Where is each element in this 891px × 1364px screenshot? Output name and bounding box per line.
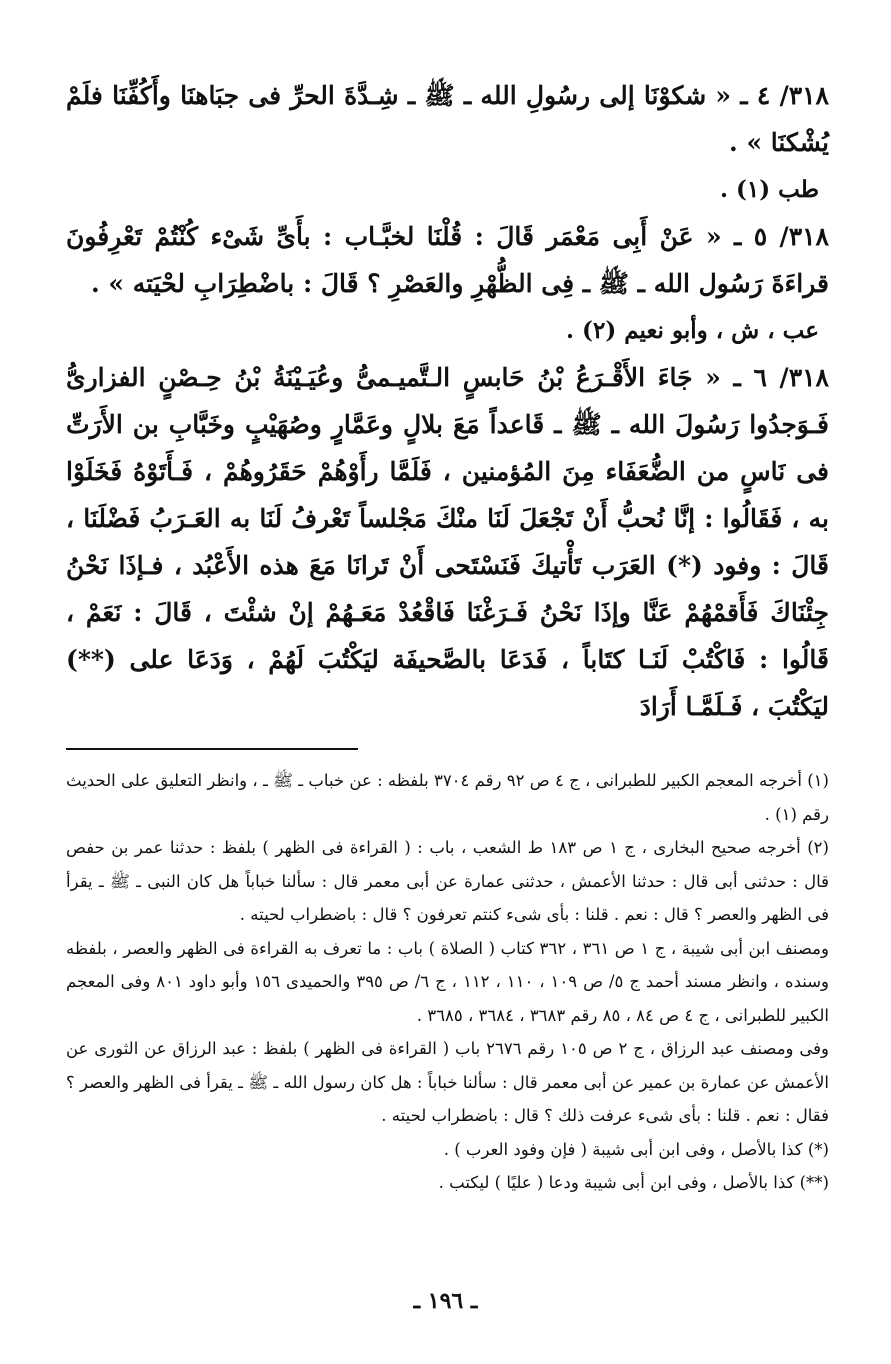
hadith-318-4: ٣١٨/ ٤ ـ « شكوْنَا إلى رسُولِ الله ـ ﷺ ـ شِـدَّةَ الحرِّ فى جبَاهنَا وأَكُفِّنَا فلَمْ يُشْكنَا » . xyxy=(66,81,829,157)
hadith-318-5: ٣١٨/ ٥ ـ « عَنْ أَبِى مَعْمَر قَالَ : قُلْنَا لخبَّـاب : بأَىِّ شَىْء كُنْتُمْ تَعْرِفُونَ قراءَةَ رَسُول الله ـ ﷺ ـ فِى الظُّهْرِ والعَصْرِ ؟ قَالَ : باضْطِرَابِ لحْيَته » . xyxy=(66,222,829,298)
footnote-2-abd-al-razzaq: وفى ومصنف عبد الرزاق ، ج ٢ ص ١٠٥ رقم ٢٦٧٦ باب ( القراءة فى الظهر ) بلفظ : عبد الرزاق عن الثورى عن الأعمش عن عمارة بن عمير عن أبى معمر قال : سألنا خباباً : هل كان رسول الله ـ ﷺ ـ يقرأ فى الظهر والعصر ؟ فقال : نعم . قلنا : بأى شىء عرفت ذلك ؟ قال : باضطراب لحيته . xyxy=(66,1039,829,1125)
footnote-star: (*) كذا بالأصل ، وفى ابن أبى شيبة ( فإن وفود العرب ) . xyxy=(443,1139,829,1159)
hadith-318-6: ٣١٨/ ٦ ـ « جَاءَ الأَقْـرَعُ بْنُ حَابسٍ الـتَّميـمىُّ وعُيَـيْنَةُ بْنُ حِـصْنٍ الفزارىُّ فَـوَجدُوا رَسُولَ الله ـ ﷺ ـ قَاعداً مَعَ بلالٍ وعَمَّارٍ وصُهَيْبٍ وخَبَّابِ بن الأَرَتِّ فى نَاسٍ من الضُّعَفَاء مِنَ المُؤمنين ، فَلَمَّا رأَوْهُمْ حَقَرُوهُمْ ، فَـأَتَوْهُ فَخَلَوْا به ، فَقَالُوا : إنَّا نُحبُّ أَنْ تَجْعَلَ لَنَا منْكَ مَجْلساً تَعْرفُ لَنَا به العَـرَبُ فَضْلَنَا ، قَالَ : وفود (*) العَرَب تَأْتيكَ فَنَسْتَحى أَنْ تَرانَا مَعَ هذه الأَعْبُد ، فـإذَا نَحْنُ جِئْنَاكَ فَأَقمْهُمْ عَنَّا وإذَا نَحْنُ فَـرَغْنَا فَاقْعُدْ مَعَـهُمْ إنْ شئْتَ ، قَالَ : نَعَمْ ، قَالُوا : فَاكْتُبْ لَنَـا كتَاباً ، فَدَعَا بالصَّحيفَة ليَكْتُبَ لَهُمْ ، وَدَعَا على (**) ليَكْتُبَ ، فَـلَمَّـا أَرَادَ xyxy=(66,363,830,721)
footnotes xyxy=(66,764,829,1200)
source-line-1: طب (١) . xyxy=(719,176,819,203)
main-text xyxy=(66,72,829,730)
source-line-2: عب ، ش ، وأبو نعيم (٢) . xyxy=(566,317,819,344)
footnote-double-star: (**) كذا بالأصل ، وفى ابن أبى شيبة ودعا ( عليًا ) ليكتب . xyxy=(438,1173,829,1192)
footnote-1: (١) أخرجه المعجم الكبير للطبرانى ، ج ٤ ص ٩٢ رقم ٣٧٠٤ بلفظه : عن خباب ـ ﷺ ـ ، وانظر التعليق على الحديث رقم (١) . xyxy=(66,771,829,824)
page-number: ـ ١٩٦ ـ xyxy=(413,1288,478,1314)
footnote-2: (٢) أخرجه صحيح البخارى ، ج ١ ص ١٨٣ ط الشعب ، باب : ( القراءة فى الظهر ) بلفظ : حدثنا عمر بن حفص قال : حدثنى أبى قال : حدثنا الأعمش ، حدثنى عمارة عن أبى معمر قال : سألنا خباباً هل كان النبى ـ ﷺ ـ يقرأ فى الظهر والعصر ؟ قال : نعم . قلنا : بأى شىء كنتم تعرفون ؟ قال : باضطراب لحيته . xyxy=(66,838,829,924)
footnote-2-continued: ومصنف ابن أبى شيبة ، ج ١ ص ٣٦١ ، ٣٦٢ كتاب ( الصلاة ) باب : ما تعرف به القراءة فى الظهر والعصر ، بلفظه وسنده ، وانظر مسند أحمد ج ٥/ ص ١٠٩ ، ١١٠ ، ١١٢ ، ج ٦/ ص ٣٩٥ والحميدى ١٥٦ وأبو داود ٨٠١ وفى المعجم الكبير للطبرانى ، ج ٤ ص ٨٤ ، ٨٥ رقم ٣٦٨٣ ، ٣٦٨٤ ، ٣٦٨٥ . xyxy=(66,938,830,1025)
footnote-divider xyxy=(66,748,358,750)
